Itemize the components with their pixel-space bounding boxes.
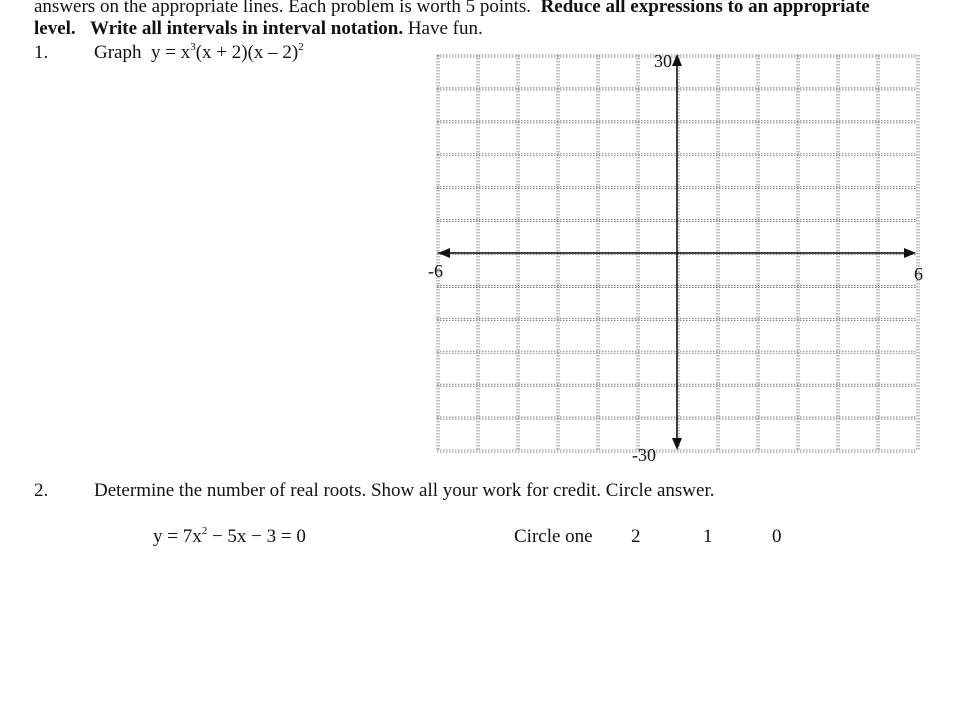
y-min-label: -30	[632, 445, 656, 465]
equation-lhs: y =	[153, 526, 183, 547]
x-min-label: -6	[428, 261, 443, 281]
equation-part-1: y = x	[150, 42, 191, 63]
equation-rest: − 5x − 3 = 0	[207, 526, 306, 547]
y-max-label: 30	[654, 51, 672, 71]
circle-one-label: Circle one	[514, 526, 593, 547]
equation-term-a: 7x	[182, 526, 202, 547]
choice-0[interactable]: 0	[772, 526, 782, 547]
choice-1[interactable]: 1	[703, 526, 713, 547]
instructions-text: answers on the appropriate lines. Each problem is worth 5 points.	[34, 0, 532, 17]
instructions-bold-text: Reduce all expressions to an appropriate	[540, 0, 870, 17]
instructions-bold-intervals: Write all intervals in interval notation.	[89, 18, 404, 39]
y-axis-up-arrow	[672, 54, 682, 66]
x-axis-right-arrow	[904, 248, 916, 258]
y-axis-down-arrow	[672, 438, 682, 450]
x-max-label: 6	[914, 264, 923, 284]
x-axis-left-arrow	[438, 248, 450, 258]
exponent-3: 3	[190, 41, 196, 53]
exponent-2: 2	[298, 41, 304, 53]
graph-word: Graph	[94, 42, 142, 63]
instructions-bold-level: level.	[34, 18, 76, 39]
equation-part-2: (x + 2)(x – 2)	[195, 42, 299, 63]
instructions-have-fun: Have fun.	[407, 18, 483, 39]
problem-2-number: 2.	[34, 480, 49, 501]
problem-1-number: 1.	[34, 42, 49, 63]
equation-exponent: 2	[201, 525, 208, 537]
problem-2-equation	[153, 526, 306, 548]
choice-2[interactable]: 2	[631, 526, 641, 547]
problem-2-prompt: Determine the number of real roots. Show all your work for credit. Circle answer.	[94, 480, 715, 501]
